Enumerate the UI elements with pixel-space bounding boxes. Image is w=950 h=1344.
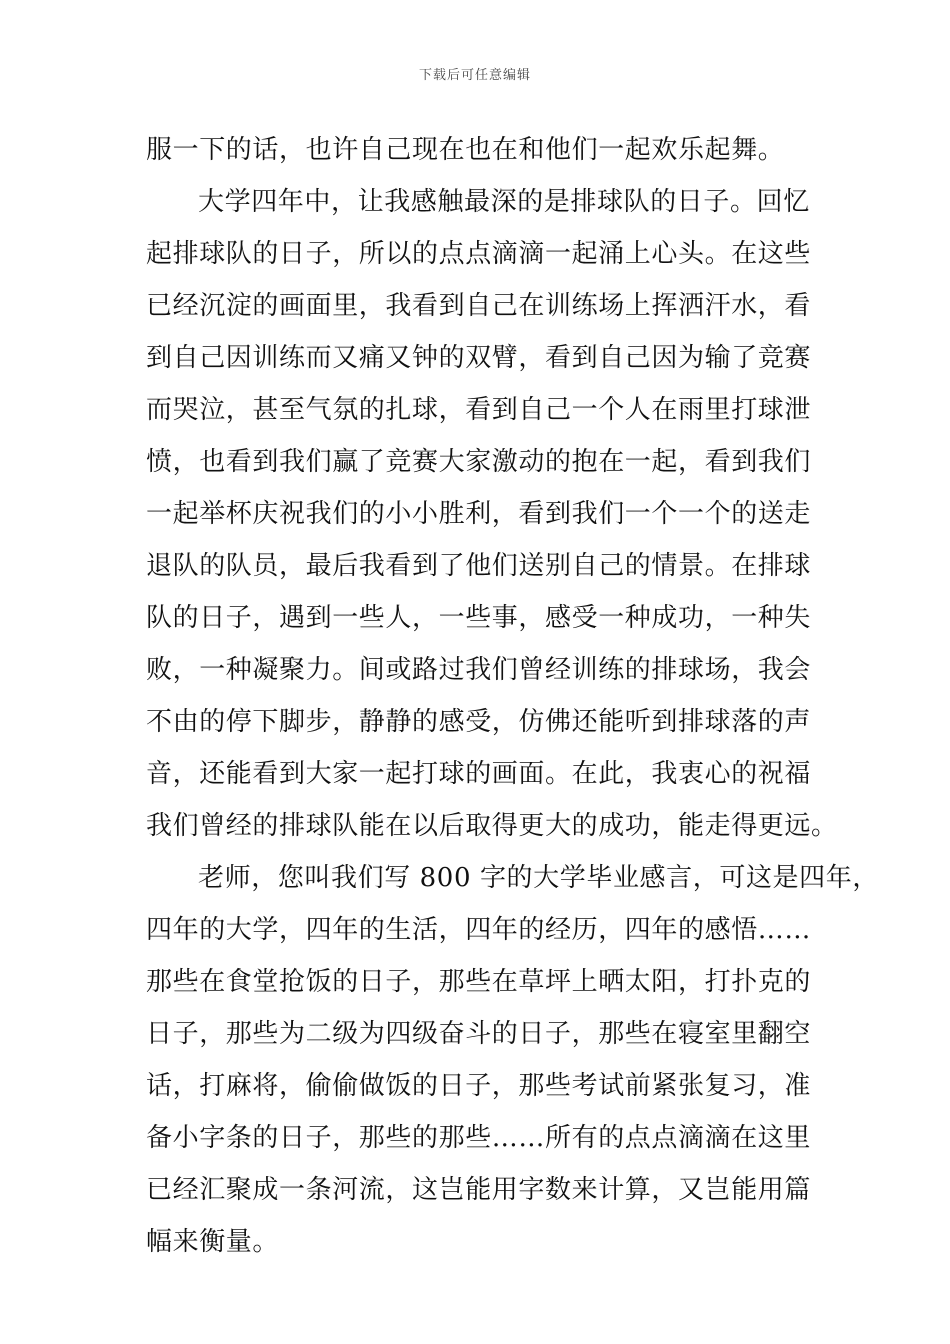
text-line: 愤，也看到我们赢了竞赛大家激动的抱在一起，看到我们 [146,447,812,477]
text-line: 而哭泣，甚至气氛的扎球，看到自己一个人在雨里打球泄 [146,395,812,425]
text-line: 已经汇聚成一条河流，这岂能用字数来计算，又岂能用篇 [146,1175,812,1205]
text-line: 幅来衡量。 [146,1227,280,1257]
text-line: 服一下的话，也许自己现在也在和他们一起欢乐起舞。 [146,135,785,165]
text-line: 退队的队员，最后我看到了他们送别自己的情景。在排球 [146,551,812,581]
text-line: 四年的大学，四年的生活，四年的经历，四年的感悟…… [146,915,812,945]
text-line: 日子，那些为二级为四级奋斗的日子，那些在寝室里翻空 [146,1019,812,1049]
text-line: 备小字条的日子，那些的那些……所有的点点滴滴在这里 [146,1123,812,1153]
text-line: 那些在食堂抢饭的日子，那些在草坪上晒太阳，打扑克的 [146,967,812,997]
paragraph-first-line: 老师，您叫我们写 800 字的大学毕业感言，可这是四年， [198,863,879,893]
text-line: 不由的停下脚步，静静的感受，仿佛还能听到排球落的声 [146,707,812,737]
paragraph-first-line: 大学四年中，让我感触最深的是排球队的日子。回忆 [198,187,810,217]
text-line: 已经沉淀的画面里，我看到自己在训练场上挥洒汗水，看 [146,291,812,321]
text-line: 败，一种凝聚力。间或路过我们曾经训练的排球场，我会 [146,655,812,685]
page-header: 下载后可任意编辑 [418,68,531,83]
text-line: 起排球队的日子，所以的点点滴滴一起涌上心头。在这些 [146,239,812,269]
text-line: 到自己因训练而又痛又钟的双臂，看到自己因为输了竞赛 [146,343,812,373]
text-line: 音，还能看到大家一起打球的画面。在此，我衷心的祝福 [146,759,812,789]
text-line: 一起举杯庆祝我们的小小胜利，看到我们一个一个的送走 [146,499,812,529]
document-body [146,124,879,1268]
text-line: 我们曾经的排球队能在以后取得更大的成功，能走得更远。 [146,811,838,841]
text-line: 话，打麻将，偷偷做饭的日子，那些考试前紧张复习，准 [146,1071,812,1101]
text-line: 队的日子，遇到一些人，一些事，感受一种成功，一种失 [146,603,812,633]
